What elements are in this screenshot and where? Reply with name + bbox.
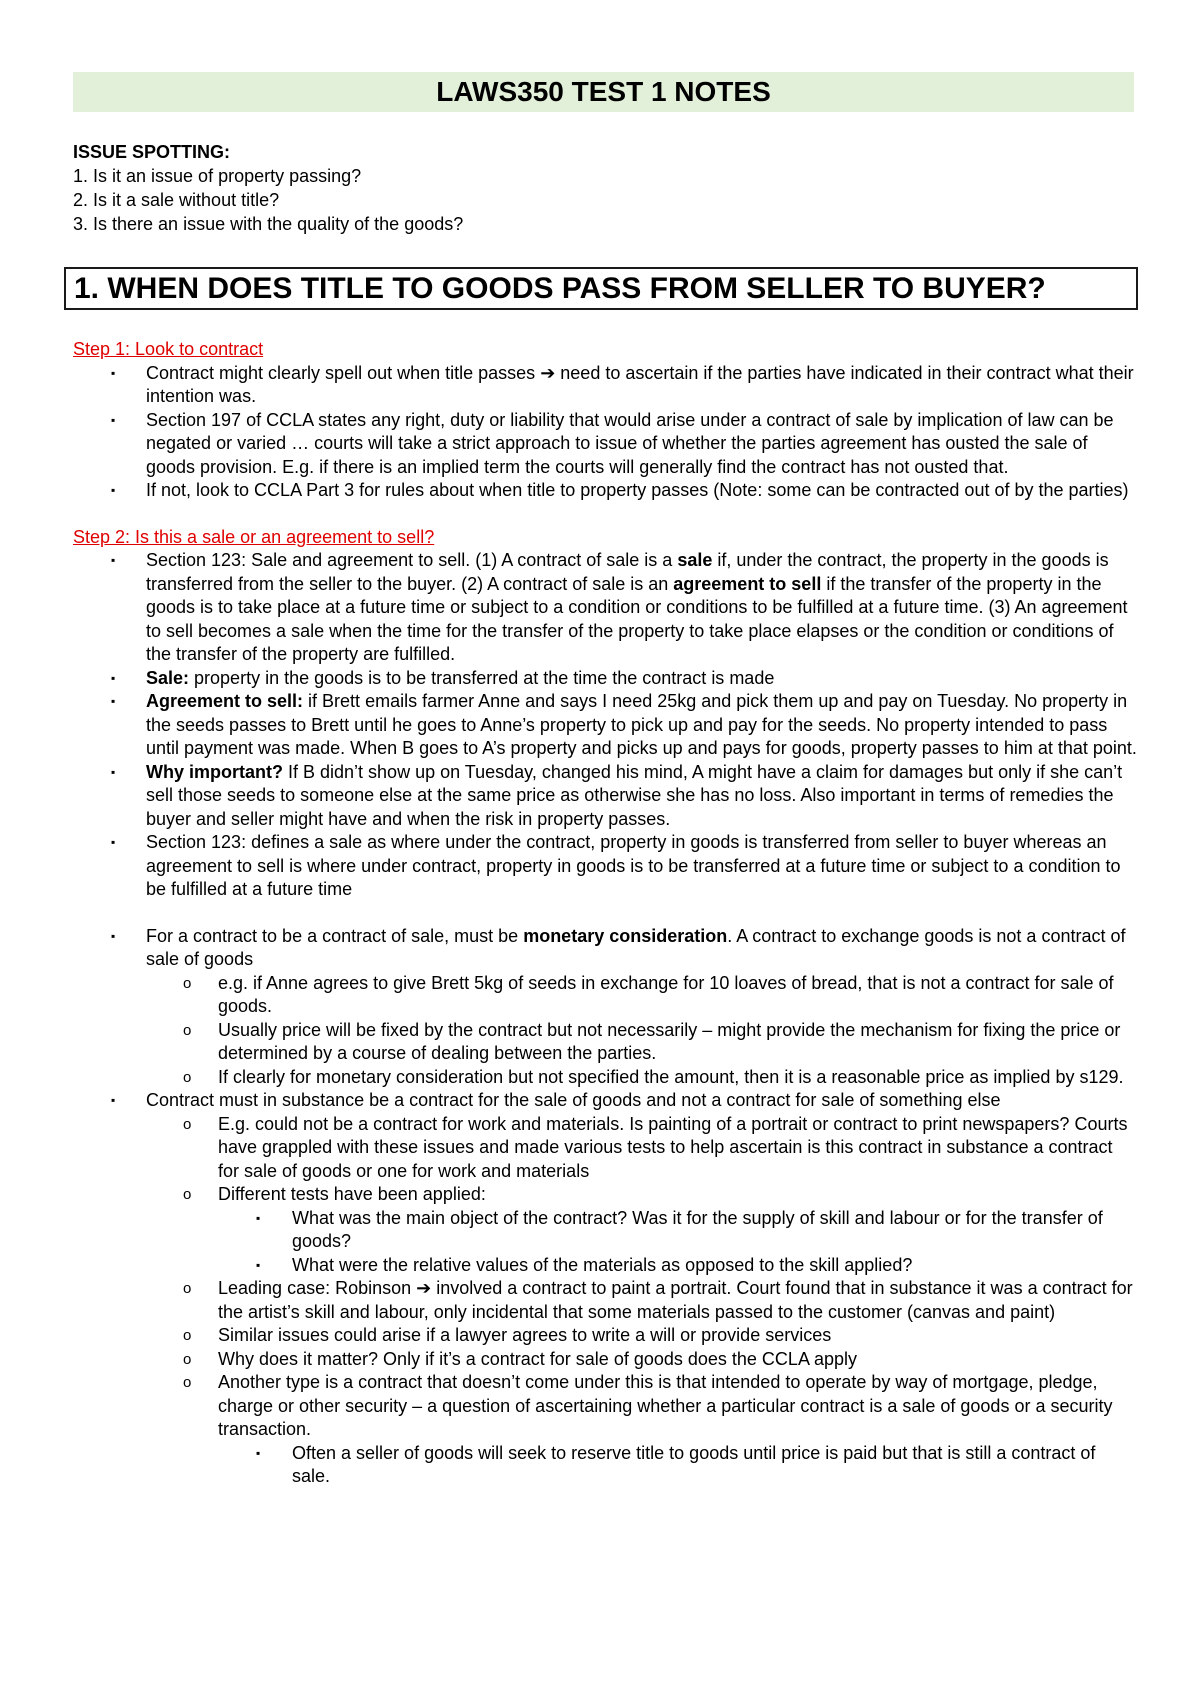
list-item <box>73 831 1138 902</box>
issue-item: 2. Is it a sale without title? <box>73 190 280 210</box>
list-item-text: E.g. could not be a contract for work and materials. Is painting of a portrait or contract to print newspapers? Courts have grappled with these issues and made various tests to help ascertain is this contract in substance a contract for sale of goods or one for work and materials <box>218 1113 1128 1181</box>
list-item <box>73 549 1138 667</box>
square-bullet-icon: ▪ <box>111 670 116 685</box>
step-2-list <box>73 549 1138 1489</box>
list-item-text: What was the main object of the contract? Was it for the supply of skill and labour or for the transfer of goods? <box>292 1207 1103 1251</box>
document-title: LAWS350 TEST 1 NOTES <box>73 72 1134 112</box>
list-item <box>73 925 1138 972</box>
list-item <box>73 1113 1138 1184</box>
square-bullet-icon: ▪ <box>111 483 116 497</box>
step-1-list <box>73 362 1138 503</box>
list-item <box>73 362 1138 409</box>
list-item-text: if the transfer of the property in the goods is to take place at a future time or subject to a condition or conditions to be fulfilled at a future time. (3) An agreement to sell becomes a sale when the time for the transfer of the property to take place elapses or the condition or conditions of the transfer of the property are fulfilled. <box>146 573 1128 664</box>
list-item <box>73 1348 1138 1372</box>
list-item-text: Another type is a contract that doesn’t come under this is that intended to operate by way of mortgage, pledge, charge or other security – a question of ascertaining whether a particular contract is a sale of goods or a security transaction. <box>218 1372 1113 1439</box>
arrow-icon: ➔ <box>540 362 556 383</box>
arrow-icon: ➔ <box>416 1278 432 1298</box>
list-item-text: Section 197 of CCLA states any right, duty or liability that would arise under a contract of sale by implication of law can be negated or varied … courts will take a strict approach to issue of whether the parties agreement has ousted the sale of goods provision. E.g. if there is an implied term the courts will generally find the contract has not ousted that. <box>146 409 1114 477</box>
issue-item: 3. Is there an issue with the quality of the goods? <box>73 214 464 234</box>
square-bullet-icon: ▪ <box>111 412 116 427</box>
list-item <box>73 690 1138 761</box>
list-item <box>73 1324 1138 1348</box>
circle-bullet-icon: o <box>183 1021 192 1039</box>
bold-term: Agreement to sell: <box>146 691 304 711</box>
square-bullet-icon: ▪ <box>111 365 116 380</box>
circle-bullet-icon: o <box>183 1280 192 1297</box>
step-1-heading: Step 1: Look to contract <box>73 339 264 359</box>
list-item-text: Contract might clearly spell out when title passes <box>146 362 541 383</box>
list-item-text: For a contract to be a contract of sale, must be <box>146 925 524 946</box>
blank-line <box>73 902 1138 925</box>
square-bullet-icon: ▪ <box>111 1093 116 1107</box>
list-item-text: Different tests have been applied: <box>218 1184 486 1204</box>
list-item <box>73 1089 1138 1113</box>
circle-bullet-icon: o <box>183 974 192 992</box>
bold-term: Why important? <box>146 761 283 782</box>
list-item-text: if, under the contract, the property in the goods is transferred from the seller to the buyer. (2) A contract of sale is an <box>146 550 1109 594</box>
list-item <box>73 1019 1138 1066</box>
list-item-text: if Brett emails farmer Anne and says I need 25kg and pick them up and pay on Tuesday. No property in the seeds passes to Brett until he goes to Anne’s property to pick up and pay for the seeds. No property intended to pass until payment was made. When B goes to A’s property and picks up and pays for goods, property passes to him at that point. <box>146 691 1137 758</box>
list-item-text: Usually price will be fixed by the contract but not necessarily – might provide the mechanism for fixing the price or determined by a course of dealing between the parties. <box>218 1019 1121 1063</box>
bold-term: agreement to sell <box>673 573 822 594</box>
list-item <box>73 761 1138 832</box>
square-bullet-icon: ▪ <box>111 928 116 943</box>
list-item-text: e.g. if Anne agrees to give Brett 5kg of seeds in exchange for 10 loaves of bread, that is not a contract for sale of goods. <box>218 972 1114 1016</box>
circle-bullet-icon: o <box>183 1374 192 1391</box>
list-item-text: If not, look to CCLA Part 3 for rules about when title to property passes (Note: some can be contracted out of by the parties) <box>146 480 1129 500</box>
issue-item: 1. Is it an issue of property passing? <box>73 166 362 186</box>
list-item <box>73 409 1138 480</box>
bold-term: monetary consideration <box>523 925 728 946</box>
issue-spotting-heading: ISSUE SPOTTING: <box>73 142 231 162</box>
list-item <box>73 1254 1138 1278</box>
square-bullet-icon: ▪ <box>111 835 116 849</box>
step-2-heading: Step 2: Is this a sale or an agreement to sell? <box>73 526 435 547</box>
square-bullet-icon: ▪ <box>111 764 116 779</box>
list-item-text: Why does it matter? Only if it’s a contract for sale of goods does the CCLA apply <box>218 1348 857 1369</box>
square-bullet-icon: ▪ <box>256 1210 261 1225</box>
list-item-text: Contract must in substance be a contract for the sale of goods and not a contract for sale of something else <box>146 1090 1001 1110</box>
bold-term: sale <box>677 550 713 570</box>
list-item-text: need to ascertain if the parties have indicated in their contract what their intention was. <box>146 362 1134 406</box>
section-1-content <box>73 338 1138 1489</box>
list-item <box>73 972 1138 1019</box>
list-item-text: involved a contract to paint a portrait. Court found that in substance it was a contract for the artist’s skill and labour, only incidental that some materials passed to the customer (canvas and paint) <box>218 1278 1133 1322</box>
circle-bullet-icon: o <box>183 1068 192 1086</box>
circle-bullet-icon: o <box>183 1186 192 1203</box>
list-item-text: If B didn’t show up on Tuesday, changed his mind, A might have a claim for damages but only if she can’t sell those seeds to someone else at the same price as otherwise she has no loss. Also important in terms of remedies the buyer and seller might have and when the risk in property passes. <box>146 761 1123 829</box>
square-bullet-icon: ▪ <box>256 1445 261 1460</box>
list-item <box>73 1066 1138 1090</box>
list-item <box>73 667 1138 691</box>
list-item <box>73 1183 1138 1207</box>
list-item <box>73 479 1138 503</box>
list-item-text: If clearly for monetary consideration but not specified the amount, then it is a reasonable price as implied by s129. <box>218 1066 1124 1087</box>
square-bullet-icon: ▪ <box>256 1257 261 1272</box>
bold-term: Sale: <box>146 667 190 688</box>
square-bullet-icon: ▪ <box>111 694 116 708</box>
circle-bullet-icon: o <box>183 1115 192 1133</box>
list-item-text: property in the goods is to be transferred at the time the contract is made <box>189 667 775 688</box>
circle-bullet-icon: o <box>183 1350 192 1368</box>
list-item-text: Often a seller of goods will seek to reserve title to goods until price is paid but that is still a contract of sale. <box>292 1442 1096 1486</box>
list-item-text: Section 123: Sale and agreement to sell. (1) A contract of sale is a <box>146 550 678 570</box>
list-item <box>73 1371 1138 1442</box>
list-item-text: . A contract to exchange goods is not a contract of sale of goods <box>146 925 1126 969</box>
list-item <box>73 1442 1138 1489</box>
circle-bullet-icon: o <box>183 1327 192 1344</box>
list-item-text: Similar issues could arise if a lawyer agrees to write a will or provide services <box>218 1325 832 1345</box>
list-item-text: Leading case: Robinson <box>218 1278 417 1298</box>
list-item-text: What were the relative values of the materials as opposed to the skill applied? <box>292 1254 913 1275</box>
list-item-text: Section 123: defines a sale as where under the contract, property in goods is transferred from seller to buyer whereas an agreement to sell is where under contract, property in goods is to be transferred at a future time or subject to a condition to be fulfilled at a future time <box>146 832 1121 899</box>
list-item <box>73 1207 1138 1254</box>
issue-spotting-block <box>73 140 1073 236</box>
square-bullet-icon: ▪ <box>111 553 116 567</box>
list-item <box>73 1277 1138 1324</box>
section-1-heading: 1. WHEN DOES TITLE TO GOODS PASS FROM SELLER TO BUYER? <box>64 267 1138 310</box>
